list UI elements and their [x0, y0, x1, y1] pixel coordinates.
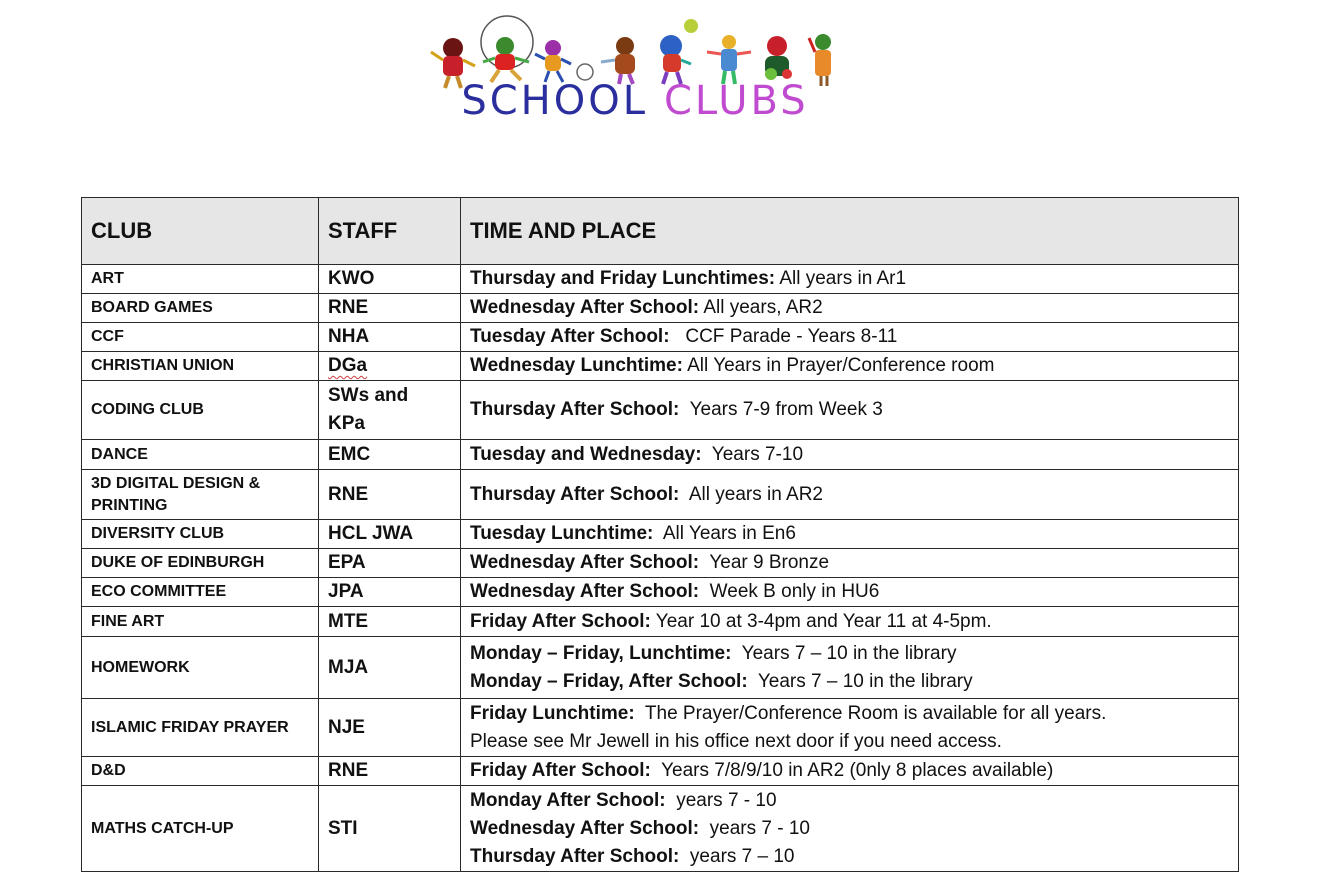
schedule-day-label: Thursday and Friday Lunchtimes: [470, 268, 776, 289]
schedule-line [470, 265, 1238, 293]
staff-cell [319, 699, 461, 757]
time-and-place-cell [461, 520, 1239, 549]
staff-cell [319, 520, 461, 549]
staff-initials: HCL JWA [328, 523, 414, 544]
child-figure-icon [765, 36, 792, 80]
club-name-cell: DUKE OF EDINBURGH [82, 549, 319, 578]
club-name-cell: HOMEWORK [82, 637, 319, 699]
schedule-day-label: Tuesday Lunchtime: [470, 523, 654, 544]
club-name-cell: ISLAMIC FRIDAY PRAYER [82, 699, 319, 757]
table-row [82, 607, 1239, 637]
time-and-place-cell [461, 757, 1239, 786]
child-figure-icon [535, 40, 593, 82]
table-row [82, 323, 1239, 352]
schedule-details: Years 7 – 10 in the library [747, 670, 973, 692]
schedule-day-label: Thursday After School: [470, 483, 680, 505]
club-name-cell: MATHS CATCH-UP [82, 786, 319, 872]
logo-word-clubs: CLUBS [664, 78, 809, 124]
schedule-line [470, 549, 1238, 577]
schedule-details: All years in Ar1 [775, 268, 907, 289]
schedule-details: All Years in Prayer/Conference room [682, 355, 995, 376]
staff-initials: SWs and KPa [328, 385, 409, 434]
child-figure-icon [601, 37, 635, 84]
schedule-details: All years in AR2 [679, 483, 823, 505]
time-and-place-cell [461, 265, 1239, 294]
schedule-day-label: Friday Lunchtime: [470, 702, 635, 724]
schedule-details: Years 7 – 10 in the library [731, 642, 957, 664]
schedule-day-label: Tuesday and Wednesday: [470, 443, 702, 465]
staff-initials: EPA [328, 552, 366, 573]
staff-cell [319, 323, 461, 352]
ball-icon [684, 19, 698, 33]
club-name-cell: CHRISTIAN UNION [82, 352, 319, 381]
schedule-day-label: Wednesday After School: [470, 817, 700, 839]
time-and-place-cell [461, 607, 1239, 637]
column-header-staff: STAFF [319, 198, 461, 265]
staff-initials: MTE [328, 610, 369, 632]
schedule-day-label: Thursday After School: [470, 845, 680, 867]
staff-initials: DGa [328, 355, 368, 376]
schedule-line [470, 787, 1238, 815]
column-header-time-and-place: TIME AND PLACE [461, 198, 1239, 265]
time-and-place-cell [461, 381, 1239, 440]
time-and-place-cell [461, 699, 1239, 757]
schedule-details: Week B only in HU6 [699, 581, 880, 602]
schedule-line [470, 668, 1238, 696]
staff-cell [319, 637, 461, 699]
schedule-day-label: Friday After School: [470, 760, 651, 781]
staff-initials: STI [328, 817, 358, 839]
schedule-details: CCF Parade - Years 8-11 [669, 326, 898, 347]
schedule-line [470, 441, 1238, 469]
schedule-line [470, 728, 1238, 756]
staff-cell [319, 549, 461, 578]
club-name-cell: ECO COMMITTEE [82, 578, 319, 607]
schedule-details: Years 7/8/9/10 in AR2 (0nly 8 places available) [650, 760, 1054, 781]
club-name-cell: BOARD GAMES [82, 294, 319, 323]
schedule-line [470, 843, 1238, 871]
schedule-details: Years 7-9 from Week 3 [679, 399, 883, 420]
staff-initials: RNE [328, 297, 369, 318]
staff-initials: RNE [328, 760, 369, 781]
time-and-place-cell [461, 323, 1239, 352]
schedule-details: Year 10 at 3-4pm and Year 11 at 4-5pm. [650, 610, 992, 632]
time-and-place-cell [461, 786, 1239, 872]
staff-initials: EMC [328, 443, 371, 465]
table-row [82, 757, 1239, 786]
staff-cell [319, 352, 461, 381]
staff-cell [319, 578, 461, 607]
time-and-place-cell [461, 470, 1239, 520]
schedule-day-label: Wednesday After School: [470, 581, 700, 602]
staff-cell [319, 470, 461, 520]
club-name-cell: DIVERSITY CLUB [82, 520, 319, 549]
table-row [82, 549, 1239, 578]
column-header-club: CLUB [82, 198, 319, 265]
staff-initials: NJE [328, 716, 365, 738]
schedule-details: Years 7-10 [701, 443, 804, 465]
time-and-place-cell [461, 294, 1239, 323]
staff-initials: KWO [328, 268, 375, 289]
schedule-day-label: Thursday After School: [470, 399, 680, 420]
schedule-line [470, 578, 1238, 606]
schedule-day-label: Tuesday After School: [470, 326, 670, 347]
schedule-day-label: Wednesday After School: [470, 297, 700, 318]
table-row [82, 578, 1239, 607]
schedule-details: years 7 – 10 [679, 845, 795, 867]
table-row [82, 470, 1239, 520]
time-and-place-cell [461, 352, 1239, 381]
schedule-line [470, 520, 1238, 548]
schedule-day-label: Monday After School: [470, 789, 666, 811]
staff-cell [319, 757, 461, 786]
schedule-line [470, 352, 1238, 380]
table-row [82, 786, 1239, 872]
schedule-line [470, 757, 1238, 785]
schedule-line [470, 396, 1238, 424]
table-row [82, 294, 1239, 323]
time-and-place-cell [461, 578, 1239, 607]
club-name-cell: CODING CLUB [82, 381, 319, 440]
staff-initials: NHA [328, 326, 370, 347]
schedule-day-label: Wednesday Lunchtime: [470, 355, 683, 376]
schedule-details: years 7 - 10 [665, 789, 777, 811]
table-header-row [82, 198, 1239, 265]
schedule-details: Please see Mr Jewell in his office next door if you need access. [470, 730, 1002, 752]
table-row [82, 352, 1239, 381]
schedule-day-label: Friday After School: [470, 610, 651, 632]
club-name-cell: DANCE [82, 440, 319, 470]
schedule-line [470, 481, 1238, 509]
table-row [82, 520, 1239, 549]
schedule-details: The Prayer/Conference Room is available for all years. [634, 702, 1107, 724]
time-and-place-cell [461, 637, 1239, 699]
table-row [82, 699, 1239, 757]
club-name-cell: FINE ART [82, 607, 319, 637]
club-name-cell: ART [82, 265, 319, 294]
schedule-details: Year 9 Bronze [699, 552, 830, 573]
table-row [82, 265, 1239, 294]
schedule-line [470, 640, 1238, 668]
staff-initials: RNE [328, 483, 369, 505]
table-row [82, 381, 1239, 440]
schedule-line [470, 323, 1238, 351]
staff-initials: MJA [328, 656, 369, 678]
staff-cell [319, 440, 461, 470]
schedule-details: years 7 - 10 [699, 817, 810, 839]
schedule-line [470, 815, 1238, 843]
staff-cell [319, 265, 461, 294]
staff-cell [319, 786, 461, 872]
time-and-place-cell [461, 549, 1239, 578]
schedule-line [470, 700, 1238, 728]
table-row [82, 637, 1239, 699]
club-name-cell: CCF [82, 323, 319, 352]
staff-cell [319, 607, 461, 637]
staff-cell [319, 294, 461, 323]
schedule-day-label: Monday – Friday, Lunchtime: [470, 642, 732, 664]
club-name-cell: D&D [82, 757, 319, 786]
child-with-jumprope-icon [481, 16, 533, 82]
child-figure-icon [660, 35, 691, 84]
clubs-table [81, 197, 1239, 872]
table-row [82, 440, 1239, 470]
staff-cell [319, 381, 461, 440]
schedule-line [470, 294, 1238, 322]
logo-title [425, 78, 845, 124]
schedule-day-label: Monday – Friday, After School: [470, 670, 748, 692]
logo-word-school: SCHOOL [461, 78, 648, 124]
time-and-place-cell [461, 440, 1239, 470]
club-name-cell: 3D DIGITAL DESIGN & PRINTING [82, 470, 319, 520]
staff-initials: JPA [328, 581, 364, 602]
schedule-day-label: Wednesday After School: [470, 552, 700, 573]
school-clubs-logo [425, 12, 845, 130]
schedule-details: All years, AR2 [699, 297, 823, 318]
schedule-details: All Years in En6 [653, 523, 796, 544]
schedule-line [470, 608, 1238, 636]
child-figure-icon [707, 35, 751, 84]
